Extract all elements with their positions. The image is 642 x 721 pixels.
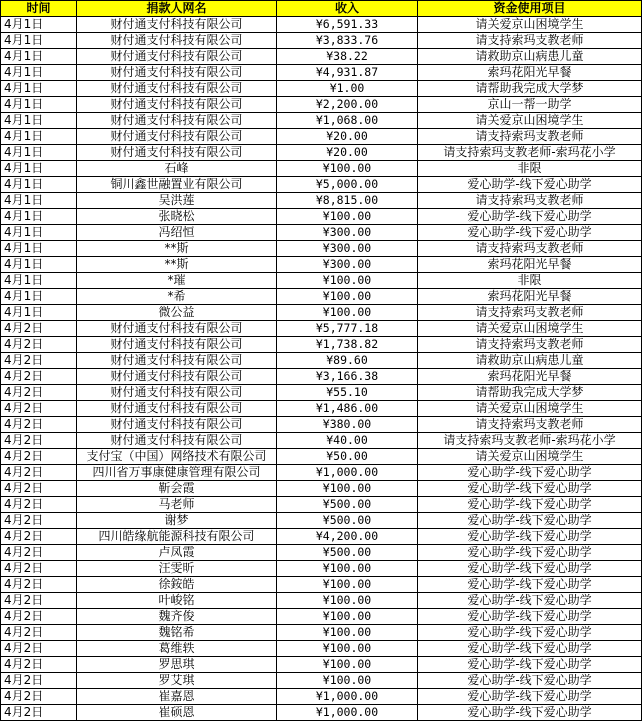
table-row <box>1 481 642 497</box>
purpose-cell: 爱心助学-线下爱心助学 <box>418 209 642 225</box>
table-row <box>1 353 642 369</box>
table-row <box>1 465 642 481</box>
purpose-cell: 请支持索玛支教老师 <box>418 193 642 209</box>
purpose-cell: 爱心助学-线下爱心助学 <box>418 593 642 609</box>
date-cell: 4月2日 <box>1 657 77 673</box>
date-cell: 4月1日 <box>1 113 77 129</box>
date-cell: 4月1日 <box>1 289 77 305</box>
amount-cell: ¥100.00 <box>277 577 418 593</box>
amount-cell: ¥55.10 <box>277 385 418 401</box>
date-cell: 4月1日 <box>1 129 77 145</box>
purpose-cell: 请支持索玛支教老师 <box>418 305 642 321</box>
date-cell: 4月2日 <box>1 465 77 481</box>
donor-cell: 财付通支付科技有限公司 <box>77 65 277 81</box>
amount-cell: ¥100.00 <box>277 273 418 289</box>
date-cell: 4月2日 <box>1 609 77 625</box>
purpose-cell: 爱心助学-线下爱心助学 <box>418 625 642 641</box>
table-row <box>1 209 642 225</box>
date-cell: 4月2日 <box>1 353 77 369</box>
date-cell: 4月2日 <box>1 545 77 561</box>
amount-cell: ¥1.00 <box>277 81 418 97</box>
donor-cell: 财付通支付科技有限公司 <box>77 369 277 385</box>
purpose-cell: 请救助京山病患儿童 <box>418 353 642 369</box>
amount-cell: ¥100.00 <box>277 673 418 689</box>
table-row <box>1 33 642 49</box>
table-row <box>1 689 642 705</box>
date-cell: 4月1日 <box>1 193 77 209</box>
donor-cell: 财付通支付科技有限公司 <box>77 433 277 449</box>
purpose-cell: 请帮助我完成大学梦 <box>418 385 642 401</box>
purpose-cell: 爱心助学-线下爱心助学 <box>418 689 642 705</box>
purpose-cell: 请关爱京山困境学生 <box>418 449 642 465</box>
amount-cell: ¥20.00 <box>277 145 418 161</box>
table-row <box>1 289 642 305</box>
purpose-cell: 京山一帮一助学 <box>418 97 642 113</box>
table-row <box>1 49 642 65</box>
date-cell: 4月1日 <box>1 177 77 193</box>
donor-cell: 财付通支付科技有限公司 <box>77 321 277 337</box>
header-donor: 捐款人网名 <box>77 1 277 17</box>
date-cell: 4月2日 <box>1 593 77 609</box>
purpose-cell: 索玛花阳光早餐 <box>418 369 642 385</box>
purpose-cell: 爱心助学-线下爱心助学 <box>418 177 642 193</box>
donor-cell: **斯 <box>77 257 277 273</box>
amount-cell: ¥5,777.18 <box>277 321 418 337</box>
purpose-cell: 请救助京山病患儿童 <box>418 49 642 65</box>
header-amount: 收入 <box>277 1 418 17</box>
amount-cell: ¥89.60 <box>277 353 418 369</box>
amount-cell: ¥100.00 <box>277 481 418 497</box>
purpose-cell: 爱心助学-线下爱心助学 <box>418 481 642 497</box>
purpose-cell: 请支持索玛支教老师 <box>418 33 642 49</box>
table-row <box>1 81 642 97</box>
date-cell: 4月2日 <box>1 369 77 385</box>
amount-cell: ¥2,200.00 <box>277 97 418 113</box>
amount-cell: ¥100.00 <box>277 289 418 305</box>
purpose-cell: 爱心助学-线下爱心助学 <box>418 705 642 721</box>
table-row <box>1 401 642 417</box>
donor-cell: 财付通支付科技有限公司 <box>77 81 277 97</box>
purpose-cell: 非限 <box>418 161 642 177</box>
date-cell: 4月2日 <box>1 449 77 465</box>
header-date: 时间 <box>1 1 77 17</box>
donor-cell: 冯绍恒 <box>77 225 277 241</box>
date-cell: 4月2日 <box>1 481 77 497</box>
amount-cell: ¥3,166.38 <box>277 369 418 385</box>
donor-cell: 卢凤霞 <box>77 545 277 561</box>
date-cell: 4月1日 <box>1 241 77 257</box>
purpose-cell: 爱心助学-线下爱心助学 <box>418 657 642 673</box>
amount-cell: ¥500.00 <box>277 545 418 561</box>
date-cell: 4月2日 <box>1 401 77 417</box>
table-row <box>1 657 642 673</box>
donor-cell: 崔嘉恩 <box>77 689 277 705</box>
table-row <box>1 193 642 209</box>
date-cell: 4月2日 <box>1 529 77 545</box>
table-row <box>1 337 642 353</box>
amount-cell: ¥100.00 <box>277 593 418 609</box>
table-row <box>1 177 642 193</box>
purpose-cell: 请关爱京山困境学生 <box>418 321 642 337</box>
amount-cell: ¥380.00 <box>277 417 418 433</box>
donor-cell: 财付通支付科技有限公司 <box>77 385 277 401</box>
table-row <box>1 129 642 145</box>
donor-cell: 徐銨皓 <box>77 577 277 593</box>
donor-cell: 财付通支付科技有限公司 <box>77 417 277 433</box>
table-row <box>1 385 642 401</box>
table-row <box>1 449 642 465</box>
table-row <box>1 593 642 609</box>
amount-cell: ¥20.00 <box>277 129 418 145</box>
purpose-cell: 爱心助学-线下爱心助学 <box>418 497 642 513</box>
date-cell: 4月1日 <box>1 81 77 97</box>
donor-cell: 四川省万事康健康管理有限公司 <box>77 465 277 481</box>
donor-cell: 四川皓缘航能源科技有限公司 <box>77 529 277 545</box>
amount-cell: ¥300.00 <box>277 225 418 241</box>
date-cell: 4月2日 <box>1 561 77 577</box>
purpose-cell: 请关爱京山困境学生 <box>418 401 642 417</box>
date-cell: 4月1日 <box>1 49 77 65</box>
purpose-cell: 爱心助学-线下爱心助学 <box>418 561 642 577</box>
table-row <box>1 145 642 161</box>
purpose-cell: 请帮助我完成大学梦 <box>418 81 642 97</box>
purpose-cell: 爱心助学-线下爱心助学 <box>418 673 642 689</box>
purpose-cell: 爱心助学-线下爱心助学 <box>418 225 642 241</box>
date-cell: 4月1日 <box>1 225 77 241</box>
donor-cell: 支付宝（中国）网络技术有限公司 <box>77 449 277 465</box>
date-cell: 4月1日 <box>1 65 77 81</box>
date-cell: 4月2日 <box>1 417 77 433</box>
date-cell: 4月2日 <box>1 385 77 401</box>
table-row <box>1 273 642 289</box>
amount-cell: ¥100.00 <box>277 641 418 657</box>
purpose-cell: 请支持索玛支教老师-索玛花小学 <box>418 145 642 161</box>
donor-cell: 财付通支付科技有限公司 <box>77 17 277 33</box>
table-row <box>1 369 642 385</box>
donor-cell: 谢梦 <box>77 513 277 529</box>
table-row <box>1 17 642 33</box>
amount-cell: ¥100.00 <box>277 305 418 321</box>
date-cell: 4月1日 <box>1 97 77 113</box>
table-row <box>1 113 642 129</box>
donor-cell: 魏齐俊 <box>77 609 277 625</box>
table-row <box>1 497 642 513</box>
purpose-cell: 请支持索玛支教老师 <box>418 417 642 433</box>
amount-cell: ¥8,815.00 <box>277 193 418 209</box>
donor-cell: 财付通支付科技有限公司 <box>77 353 277 369</box>
amount-cell: ¥40.00 <box>277 433 418 449</box>
purpose-cell: 请支持索玛支教老师-索玛花小学 <box>418 433 642 449</box>
donor-cell: 吴洪莲 <box>77 193 277 209</box>
table-row <box>1 321 642 337</box>
purpose-cell: 请关爱京山困境学生 <box>418 113 642 129</box>
table-row <box>1 161 642 177</box>
donor-cell: 财付通支付科技有限公司 <box>77 337 277 353</box>
amount-cell: ¥38.22 <box>277 49 418 65</box>
donor-cell: *璀 <box>77 273 277 289</box>
purpose-cell: 索玛花阳光早餐 <box>418 257 642 273</box>
date-cell: 4月2日 <box>1 513 77 529</box>
donor-cell: 财付通支付科技有限公司 <box>77 97 277 113</box>
date-cell: 4月2日 <box>1 625 77 641</box>
purpose-cell: 请支持索玛支教老师 <box>418 241 642 257</box>
amount-cell: ¥100.00 <box>277 561 418 577</box>
donor-cell: 马老师 <box>77 497 277 513</box>
table-body <box>1 17 642 721</box>
date-cell: 4月2日 <box>1 705 77 721</box>
donor-cell: 罗思琪 <box>77 657 277 673</box>
date-cell: 4月2日 <box>1 641 77 657</box>
donor-cell: 葛维轶 <box>77 641 277 657</box>
purpose-cell: 索玛花阳光早餐 <box>418 289 642 305</box>
date-cell: 4月2日 <box>1 337 77 353</box>
amount-cell: ¥6,591.33 <box>277 17 418 33</box>
table-row <box>1 513 642 529</box>
purpose-cell: 爱心助学-线下爱心助学 <box>418 577 642 593</box>
donor-cell: 财付通支付科技有限公司 <box>77 113 277 129</box>
donor-cell: 财付通支付科技有限公司 <box>77 401 277 417</box>
table-row <box>1 65 642 81</box>
date-cell: 4月1日 <box>1 17 77 33</box>
donor-cell: 崔硕恩 <box>77 705 277 721</box>
table-row <box>1 417 642 433</box>
donor-cell: *希 <box>77 289 277 305</box>
purpose-cell: 爱心助学-线下爱心助学 <box>418 545 642 561</box>
amount-cell: ¥300.00 <box>277 257 418 273</box>
purpose-cell: 索玛花阳光早餐 <box>418 65 642 81</box>
donor-cell: 石峰 <box>77 161 277 177</box>
date-cell: 4月2日 <box>1 673 77 689</box>
amount-cell: ¥3,833.76 <box>277 33 418 49</box>
donor-cell: 财付通支付科技有限公司 <box>77 49 277 65</box>
date-cell: 4月2日 <box>1 689 77 705</box>
donor-cell: 叶峻铭 <box>77 593 277 609</box>
amount-cell: ¥1,486.00 <box>277 401 418 417</box>
amount-cell: ¥100.00 <box>277 209 418 225</box>
date-cell: 4月1日 <box>1 161 77 177</box>
purpose-cell: 爱心助学-线下爱心助学 <box>418 529 642 545</box>
amount-cell: ¥1,000.00 <box>277 689 418 705</box>
donor-cell: 财付通支付科技有限公司 <box>77 145 277 161</box>
date-cell: 4月1日 <box>1 305 77 321</box>
donor-cell: 微公益 <box>77 305 277 321</box>
table-row <box>1 225 642 241</box>
amount-cell: ¥300.00 <box>277 241 418 257</box>
table-row <box>1 641 642 657</box>
header-purpose: 资金使用项目 <box>418 1 642 17</box>
purpose-cell: 请支持索玛支教老师 <box>418 129 642 145</box>
amount-cell: ¥500.00 <box>277 497 418 513</box>
donor-cell: 靳会霞 <box>77 481 277 497</box>
date-cell: 4月2日 <box>1 433 77 449</box>
purpose-cell: 请关爱京山困境学生 <box>418 17 642 33</box>
purpose-cell: 请支持索玛支教老师 <box>418 337 642 353</box>
amount-cell: ¥100.00 <box>277 161 418 177</box>
table-row <box>1 561 642 577</box>
purpose-cell: 爱心助学-线下爱心助学 <box>418 465 642 481</box>
donor-cell: **斯 <box>77 241 277 257</box>
donor-cell: 魏铭希 <box>77 625 277 641</box>
date-cell: 4月1日 <box>1 145 77 161</box>
amount-cell: ¥4,200.00 <box>277 529 418 545</box>
donor-cell: 财付通支付科技有限公司 <box>77 33 277 49</box>
amount-cell: ¥500.00 <box>277 513 418 529</box>
donor-cell: 罗艾琪 <box>77 673 277 689</box>
table-row <box>1 673 642 689</box>
donor-cell: 铜川鑫世融置业有限公司 <box>77 177 277 193</box>
table-row <box>1 305 642 321</box>
purpose-cell: 非限 <box>418 273 642 289</box>
amount-cell: ¥100.00 <box>277 609 418 625</box>
donor-cell: 张晓松 <box>77 209 277 225</box>
table-row <box>1 97 642 113</box>
table-row <box>1 257 642 273</box>
date-cell: 4月2日 <box>1 497 77 513</box>
purpose-cell: 爱心助学-线下爱心助学 <box>418 641 642 657</box>
date-cell: 4月2日 <box>1 577 77 593</box>
table-row <box>1 529 642 545</box>
table-row <box>1 625 642 641</box>
donor-cell: 汪雯昕 <box>77 561 277 577</box>
table-row <box>1 241 642 257</box>
table-row <box>1 577 642 593</box>
amount-cell: ¥5,000.00 <box>277 177 418 193</box>
amount-cell: ¥1,000.00 <box>277 705 418 721</box>
amount-cell: ¥4,931.87 <box>277 65 418 81</box>
date-cell: 4月2日 <box>1 321 77 337</box>
date-cell: 4月1日 <box>1 273 77 289</box>
amount-cell: ¥100.00 <box>277 625 418 641</box>
amount-cell: ¥1,068.00 <box>277 113 418 129</box>
donor-cell: 财付通支付科技有限公司 <box>77 129 277 145</box>
header-row <box>1 1 642 17</box>
table-row <box>1 705 642 721</box>
table-row <box>1 545 642 561</box>
date-cell: 4月1日 <box>1 209 77 225</box>
amount-cell: ¥1,000.00 <box>277 465 418 481</box>
table-row <box>1 433 642 449</box>
date-cell: 4月1日 <box>1 257 77 273</box>
purpose-cell: 爱心助学-线下爱心助学 <box>418 609 642 625</box>
amount-cell: ¥50.00 <box>277 449 418 465</box>
purpose-cell: 爱心助学-线下爱心助学 <box>418 513 642 529</box>
amount-cell: ¥1,738.82 <box>277 337 418 353</box>
amount-cell: ¥100.00 <box>277 657 418 673</box>
date-cell: 4月1日 <box>1 33 77 49</box>
table-row <box>1 609 642 625</box>
